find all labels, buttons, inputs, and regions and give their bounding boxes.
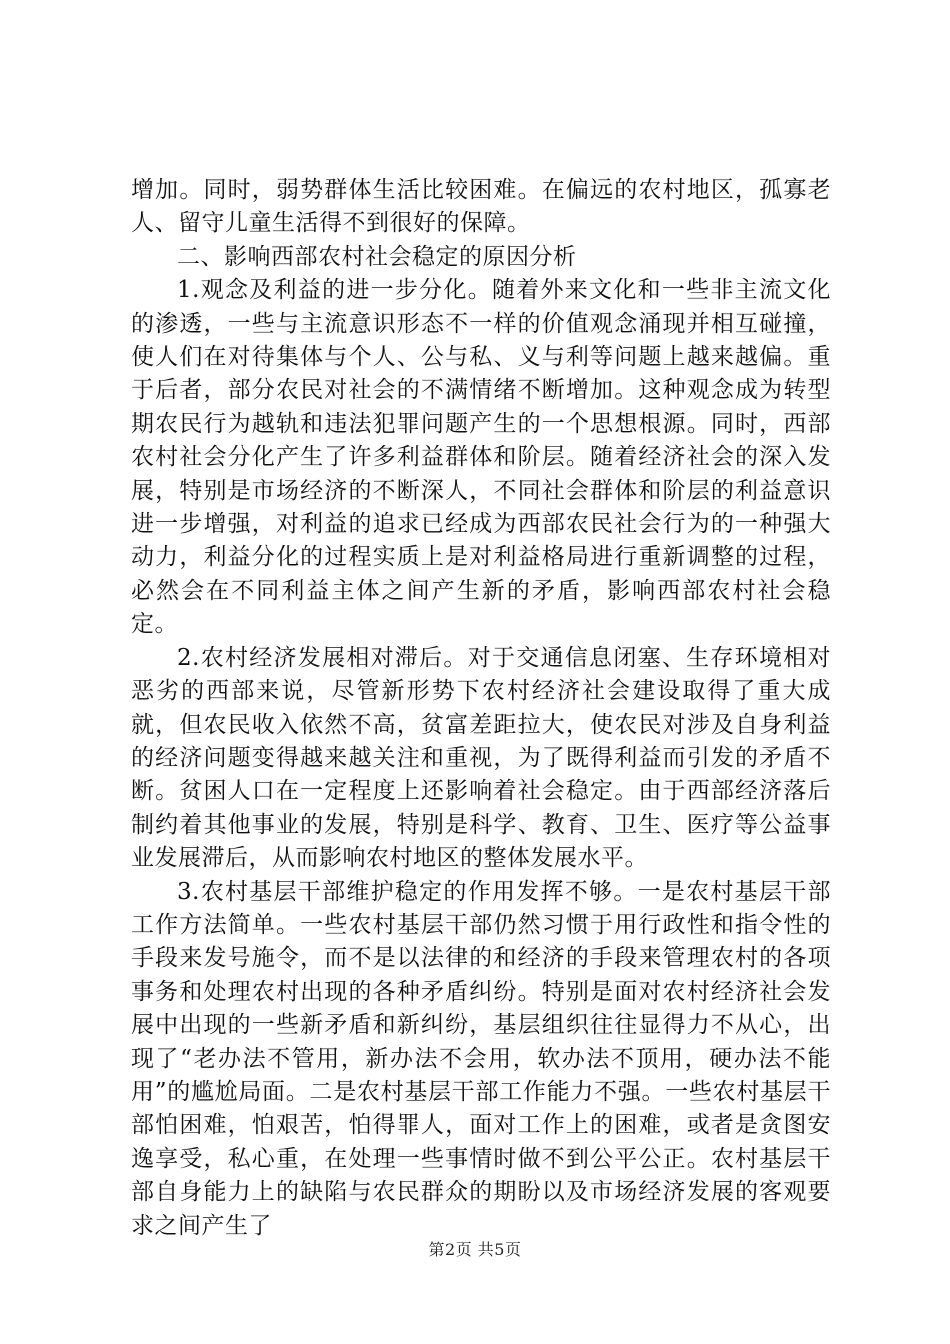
paragraph-continuation: 增加。同时，弱势群体生活比较困难。在偏远的农村地区，孤寡老人、留守儿童生活得不到很好的保障。	[131, 177, 831, 237]
document-body	[131, 174, 831, 1243]
page-footer: 第2页 共5页	[428, 1240, 522, 1259]
paragraph-point-1: 1.观念及利益的进一步分化。随着外来文化和一些非主流文化的渗透，一些与主流意识形态不一样的价值观念涌现并相互碰撞，使人们在对待集体与个人、公与私、义与利等问题上越来越偏。重于后者，部分农民对社会的不满情绪不断增加。这种观念成为转型期农民行为越轨和违法犯罪问题产生的一个思想根源。同时，西部农村社会分化产生了许多利益群体和阶层。随着经济社会的深入发展，特别是市场经济的不断深人，不同社会群体和阶层的利益意识进一步增强，对利益的追求已经成为西部农民社会行为的一种强大动力，利益分化的过程实质上是对利益格局进行重新调整的过程，必然会在不同利益主体之间产生新的矛盾，影响西部农村社会稳定。	[131, 277, 831, 638]
paragraph-point-3: 3.农村基层干部维护稳定的作用发挥不够。一是农村基层干部工作方法简单。一些农村基层干部仍然习惯于用行政性和指令性的手段来发号施令，而不是以法律的和经济的手段来管理农村的各项事务和处理农村出现的各种矛盾纠纷。特别是面对农村经济社会发展中出现的一些新矛盾和新纠纷，基层组织往往显得力不从心，出现了“老办法不管用，新办法不会用，软办法不顶用，硬办法不能用”的尴尬局面。二是农村基层干部工作能力不强。一些农村基层干部怕困难，怕艰苦，怕得罪人，面对工作上的困难，或者是贪图安逸享受，私心重，在处理一些事情时做不到公平公正。农村基层干部自身能力上的缺陷与农民群众的期盼以及市场经济发展的客观要求之间产生了	[131, 878, 831, 1239]
section-heading: 二、影响西部农村社会稳定的原因分析	[177, 243, 577, 270]
paragraph-point-2: 2.农村经济发展相对滞后。对于交通信息闭塞、生存环境相对恶劣的西部来说，尽管新形势下农村经济社会建设取得了重大成就，但农民收入依然不高，贫富差距拉大，使农民对涉及自身利益的经济问题变得越来越关注和重视，为了既得利益而引发的矛盾不断。贫困人口在一定程度上还影响着社会稳定。由于西部经济落后制约着其他事业的发展，特别是科学、教育、卫生、医疗等公益事业发展滞后，从而影响农村地区的整体发展水平。	[131, 644, 831, 872]
